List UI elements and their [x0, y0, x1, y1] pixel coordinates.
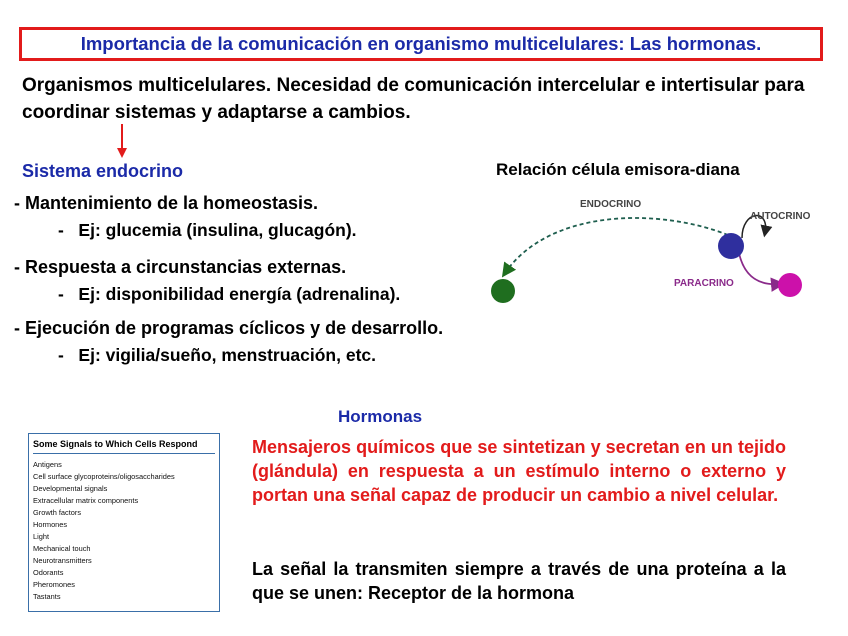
list-item: Developmental signals [33, 484, 108, 493]
bullet-dash: - [58, 220, 64, 240]
endocrine-example-2 [58, 284, 400, 305]
paracrine-target-cell [778, 273, 802, 297]
endocrine-example-3 [58, 345, 376, 366]
example-text: Ej: glucemia (insulina, glucagón). [78, 220, 357, 240]
endocrine-target-cell [491, 279, 515, 303]
down-arrow-icon [115, 124, 129, 160]
example-text: Ej: disponibilidad energía (adrenalina). [78, 284, 401, 304]
cell-signaling-diagram [480, 188, 820, 313]
title-box [19, 27, 823, 61]
endocrine-heading: Sistema endocrino [22, 161, 184, 181]
label-autocrino: AUTOCRINO [750, 211, 811, 222]
endocrine-item-1: - Mantenimiento de la homeostasis. [14, 193, 319, 213]
list-item: Odorants [33, 568, 64, 577]
list-item: Tastants [33, 592, 61, 601]
list-item: Extracellular matrix components [33, 496, 139, 505]
list-item: Hormones [33, 520, 68, 529]
label-paracrino: PARACRINO [674, 278, 734, 289]
hormone-definition: Mensajeros químicos que se sintetizan y secretan en un tejido (glándula) en respuesta a un estímulo interno o externo y portan una señal capaz de producir un cambio a nivel celular. [252, 437, 786, 505]
list-item: Growth factors [33, 508, 82, 517]
list-item: Antigens [33, 460, 62, 469]
endocrine-example-1 [58, 220, 357, 241]
list-item: Pheromones [33, 580, 75, 589]
bullet-dash: - [58, 345, 64, 365]
hormones-heading: Hormonas [338, 407, 423, 426]
signals-table [28, 433, 220, 612]
emitter-cell [718, 233, 744, 259]
paracrine-arrow [738, 248, 780, 284]
list-item: Cell surface glycoproteins/oligosaccharides [33, 472, 175, 481]
signals-table-heading: Some Signals to Which Cells Respond [33, 439, 215, 454]
label-endocrino: ENDOCRINO [580, 199, 642, 210]
endocrine-item-3: - Ejecución de programas cíclicos y de desarrollo. [14, 318, 444, 338]
list-item: Neurotransmitters [33, 556, 92, 565]
relation-heading: Relación célula emisora-diana [496, 160, 740, 179]
example-text: Ej: vigilia/sueño, menstruación, etc. [78, 345, 376, 365]
endocrine-item-2: - Respuesta a circunstancias externas. [14, 257, 347, 277]
page-title: Importancia de la comunicación en organismo multicelulares: Las hormonas. [80, 33, 762, 54]
endocrine-arrow [505, 218, 728, 273]
receptor-text: La señal la transmiten siempre a través de una proteína a la que se unen: Receptor de la hormona [252, 559, 786, 603]
list-item: Mechanical touch [33, 544, 91, 553]
signals-list [33, 459, 219, 603]
list-item: Light [33, 532, 50, 541]
intro-text: Organismos multicelulares. Necesidad de comunicación intercelular e intertisular para coordinar sistemas y adaptarse a cambios. [22, 75, 805, 123]
bullet-dash: - [58, 284, 64, 304]
